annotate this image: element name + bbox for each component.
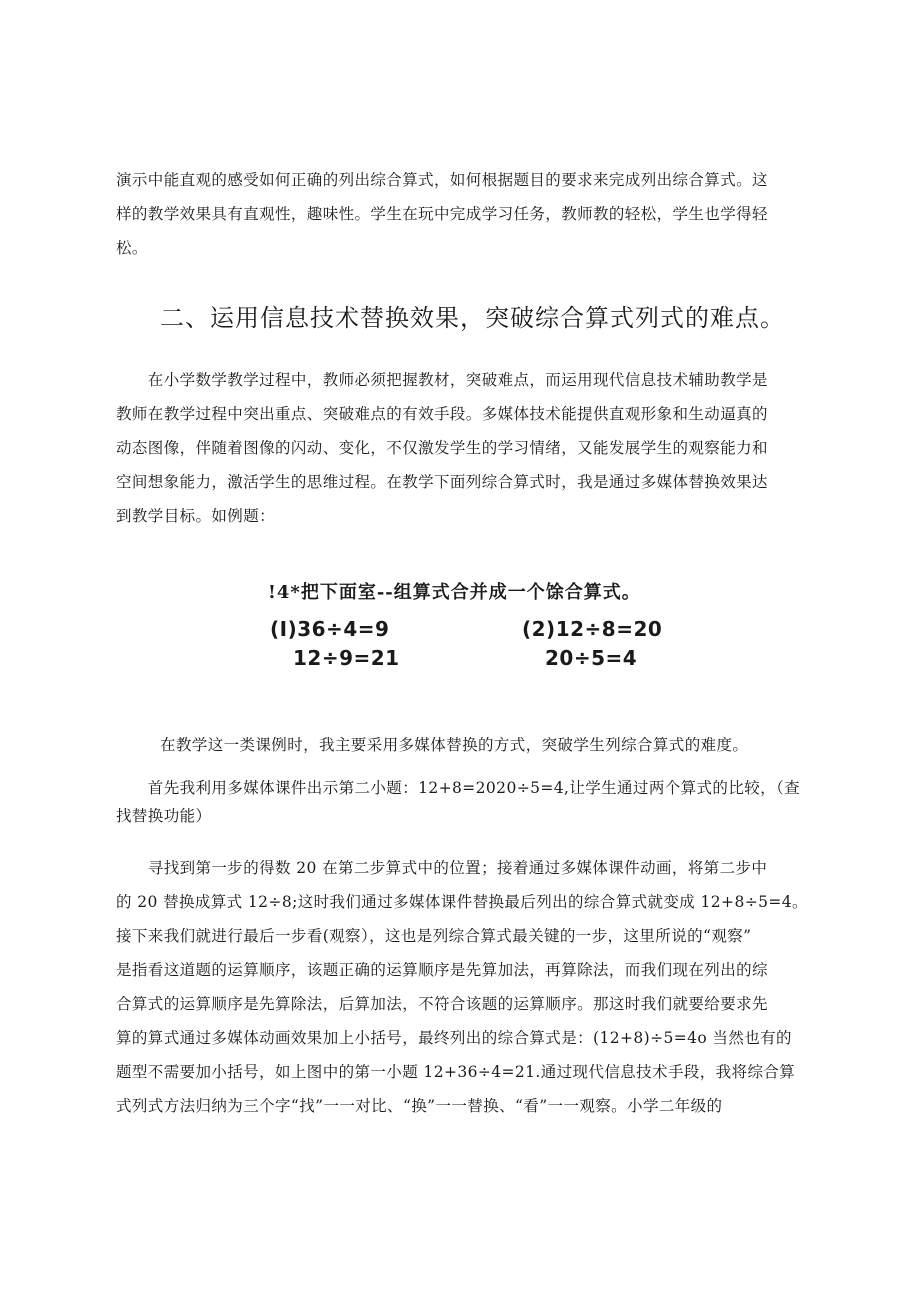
equation-1b: 12÷9=21 (293, 646, 400, 670)
text-line: 的 20 替换成算式 12÷8;这时我们通过多媒体课件替换最后列出的综合算式就变成 12+8÷5=4。 (116, 893, 808, 911)
paragraph-3 (116, 774, 816, 830)
text-line: 松。 (116, 239, 148, 257)
text-line: 合算式的运算顺序是先算除法，后算加法，不符合该题的运算顺序。那这时我们就要给要求先 (116, 995, 768, 1013)
text-line: 演示中能直观的感受如何正确的列出综合算式，如何根据题目的要求来完成列出综合算式。这 (116, 171, 768, 189)
equation-2b: 20÷5=4 (545, 646, 638, 670)
text-line: 题型不需要加小括号，如上图中的第一小题 12+36÷4=21.通过现代信息技术手段，我将综合算 (116, 1063, 796, 1081)
paragraph-2: 在教学这一类课例时，我主要采用多媒体替换的方式，突破学生列综合算式的难度。 (160, 736, 749, 754)
text-line: 寻找到第一步的得数 20 在第二步算式中的位置；接着通过多媒体课件动画，将第二步中 (116, 859, 768, 877)
text-line: 教师在教学过程中突出重点、突破难点的有效手段。多媒体技术能提供直观形象和生动逼真的 (116, 405, 768, 423)
text-line: 首先我利用多媒体课件出示第二小题：12+8=2020÷5=4,让学生通过两个算式的比较，（查 (116, 779, 801, 797)
text-line: 式列式方法归纳为三个字“找”一一对比、“换”一一替换、“看”一一观察。小学二年级的 (116, 1097, 723, 1115)
equation-2a: (2)12÷8=20 (522, 617, 663, 641)
text-line: 到教学目标。如例题： (116, 507, 276, 525)
text-line: 在小学数学教学过程中，教师必须把握教材，突破难点，而运用现代信息技术辅助教学是 (116, 371, 768, 389)
section-heading: 二、运用信息技术替换效果，突破综合算式列式的难点。 (160, 304, 785, 332)
text-line: 样的教学效果具有直观性，趣味性。学生在玩中完成学习任务，教师教的轻松，学生也学得轻 (116, 205, 768, 223)
text-line: 找替换功能） (116, 807, 212, 825)
intro-paragraph (116, 163, 816, 265)
text-line: 是指看这道题的运算顺序，该题正确的运算顺序是先算加法，再算除法，而我们现在列出的综 (116, 961, 768, 979)
equation-1a: (I)36÷4=9 (270, 617, 390, 641)
paragraph-4 (116, 851, 816, 1123)
text-line: 接下来我们就进行最后一步看(观察），这也是列综合算式最关键的一步，这里所说的“观察” (116, 927, 752, 945)
paragraph-1 (116, 363, 816, 533)
text-line: 动态图像，伴随着图像的闪动、变化，不仅激发学生的学习情绪，又能发展学生的观察能力和 (116, 439, 768, 457)
text-line: 算的算式通过多媒体动画效果加上小括号，最终列出的综合算式是：(12+8)÷5=4o 当然也有的 (116, 1029, 792, 1047)
example-title: !4*把下面室--组算式合并成一个馀合算式。 (268, 582, 641, 603)
text-line: 空间想象能力，激活学生的思维过程。在教学下面列综合算式时，我是通过多媒体替换效果达 (116, 473, 768, 491)
